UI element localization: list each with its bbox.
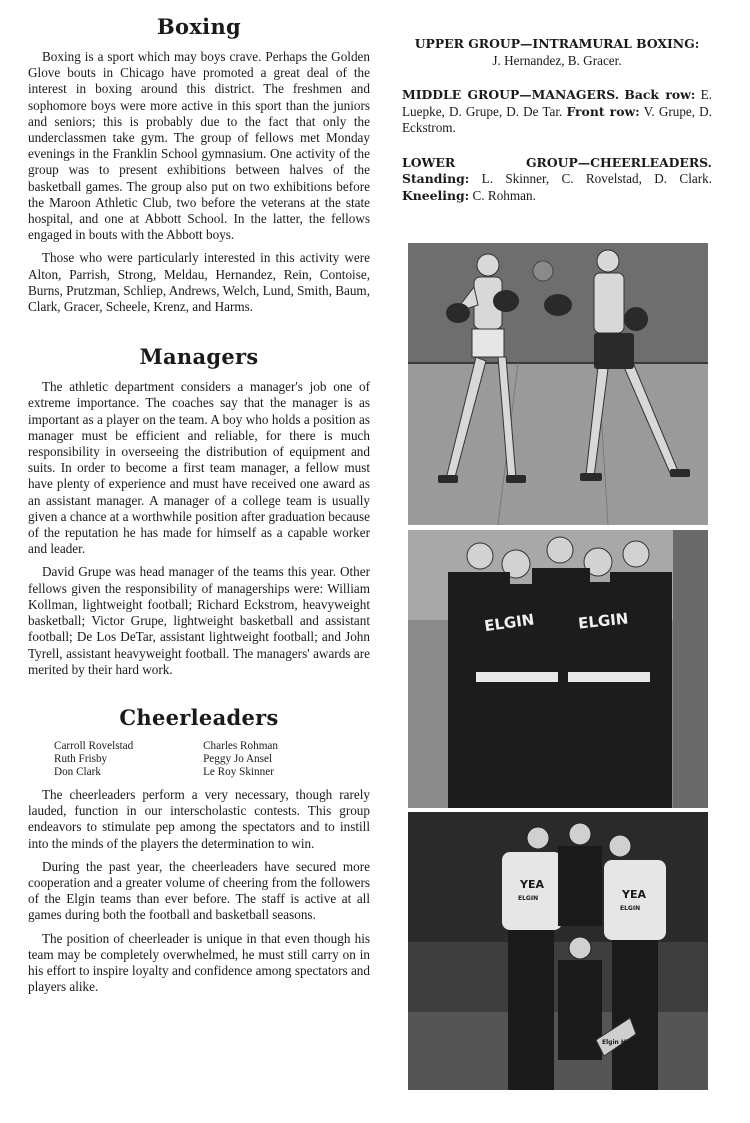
cheerleader-name: Don Clark [54,765,101,778]
megaphone-lettering: Elgin High [602,1039,637,1046]
cheerleaders-photo [408,812,708,1090]
sweater-lettering: ELGIN [518,895,539,902]
managers-paragraph: David Grupe was head manager of the teams this year. Other fellows given the responsibility of managerships were: William Kollman, lightweight football; Richard Eckstrom, heavyweight basketball; Victor Grupe, lightweight basketball and assistant football; De Los DeTar, assistant lightweight football; and John Tyrell, assistant heavyweight football. The managers' awards are merited by their hard work. [28,564,370,677]
sweater-lettering: ELGIN [620,905,641,912]
caption-sublabel: Front row: [566,103,640,119]
cheerleader-name: Le Roy Skinner [203,765,274,778]
boxing-photo [408,243,708,525]
cheerleaders-heading: Cheerleaders [119,704,279,730]
caption-text: C. Rohman. [472,187,536,203]
boxing-paragraph: Boxing is a sport which may boys crave. Perhaps the Golden Glove bouts in Chicago have promoted a great deal of the interest in boxing around this district. The freshmen and sophomore boys were more active in this sport than the juniors and seniors; this is probably due to the fact that only the underclassmen take gym. The group of fellows met Monday evenings in the Franklin School gymnasium. One activity of the group was to present exhibitions between halves of the basketball games. The group also put on two exhibitions before the Maroon Athletic Club, two before the veterans at the state hospital, and one at Abbott School. In the latter, the fellows engaged in bouts with the Abbott boys. [28,49,370,243]
sweater-lettering: YEA [622,888,646,901]
managers-photo [408,530,708,808]
caption-label: LOWER GROUP—CHEERLEADERS. [402,154,712,170]
caption-text: E. Luepke, D. Grupe, D. De Tar. [402,87,713,119]
middle-group-caption [402,87,712,137]
caption-text: L. Skinner, C. Rovelstad, D. Clark. [481,171,712,186]
cheerleaders-paragraph: During the past year, the cheerleaders have secured more cooperation and a greater volume of cheering from the followers of the Elgin teams than ever before. The staff is active at all games during both the football and basketball seasons. [28,858,370,923]
caption-label: UPPER GROUP—INTRAMURAL BOXING: [414,36,700,51]
cheerleader-name: Charles Rohman [203,739,278,752]
captions-column [402,36,712,222]
cheerleaders-paragraph: The cheerleaders perform a very necessary, though rarely lauded, function in our interscholastic contests. This group endeavors to stimulate pep among the spectators and to instill into the minds of the players the determination to win. [28,786,370,851]
boxing-paragraph: Those who were particularly interested in this activity were Alton, Parrish, Strong, Meldau, Hernandez, Rein, Contoise, Burns, Prutzman, Schliep, Andrews, Welch, Lund, Smith, Baum, Clark, Gracer, Scheele, Krenz, and Harms. [28,250,370,315]
left-column [28,14,370,1002]
caption-sublabel: Standing: [402,171,470,186]
upper-group-caption [402,36,712,69]
caption-label: MIDDLE GROUP—MANAGERS. [402,87,620,102]
managers-paragraph: The athletic department considers a manager's job one of extreme importance. The coaches say that the manager is as important as a player on the team. A boy who holds a position as manager must be efficient and reliable, for there is much responsibility in overseeing the distribution of equipment and suits. In order to become a first team manager, a fellow must have plenty of experience and must have received one award as an assistant manager. A manager of a college team is usually given a chance at a worthwhile position after graduation because of the reputation he has made for himself as a capable worker and leader. [28,379,370,557]
cheerleaders-paragraph: The position of cheerleader is unique in that even though his team may be completely overwhelmed, he must still carry on in his effort to inspire loyalty and confidence among spectators and players alike. [28,930,370,995]
boxing-section [28,14,370,315]
managers-heading: Managers [139,344,259,370]
sweater-lettering: ELGIN [577,609,630,633]
caption-sublabel: Kneeling: [402,187,470,203]
lower-group-caption [402,155,712,205]
caption-text: J. Hernandez, B. Gracer. [492,52,622,68]
caption-text: V. Grupe, D. Eckstrom. [402,103,712,135]
caption-sublabel: Back row: [624,87,696,102]
managers-section [28,344,370,678]
sweater-lettering: ELGIN [483,610,536,636]
cheerleader-name: Ruth Frisby [54,752,108,765]
cheerleader-name: Carroll Rovelstad [54,739,134,752]
boxing-heading: Boxing [156,14,241,39]
cheerleader-names [54,740,344,779]
cheerleaders-section [28,705,370,995]
sweater-lettering: YEA [520,878,544,891]
cheerleader-name: Peggy Jo Ansel [203,752,273,765]
